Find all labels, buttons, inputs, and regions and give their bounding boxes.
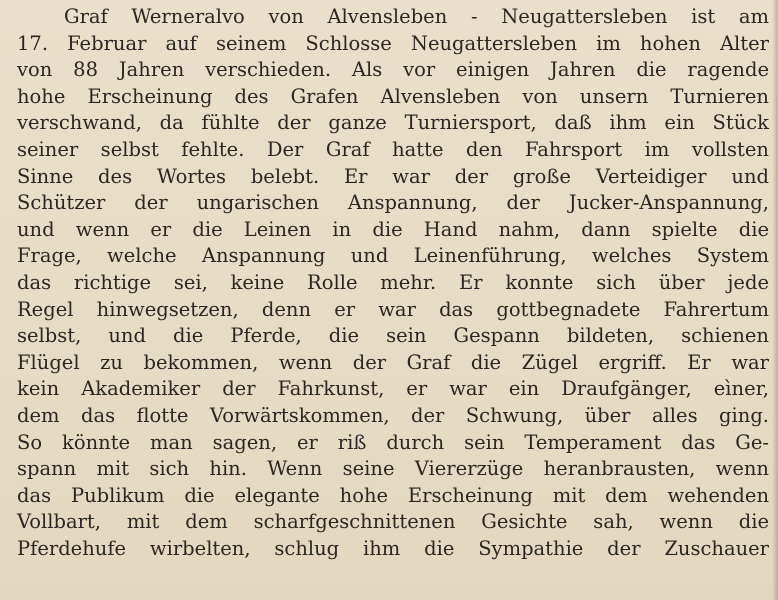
article-body <box>17 4 769 562</box>
text-line: Sinne des Wortes belebt. Er war der große Verteidiger und <box>17 164 769 188</box>
text-line: verschwand, da fühlte der ganze Turniersport, daß ihm ein Stück <box>17 111 769 135</box>
text-line: spann mit sich hin. Wenn seine Viererzüge heranbrausten, wenn <box>17 457 769 481</box>
text-line: 17. Februar auf seinem Schlosse Neugattersleben im hohen Alter <box>17 31 769 55</box>
text-line: So könnte man sagen, er riß durch sein Temperament das Ge- <box>17 430 769 454</box>
text-line: Pferdehufe wirbelten, schlug ihm die Sympathie der Zuschauer <box>17 536 769 560</box>
text-line: Frage, welche Anspannung und Leinenführung, welches System <box>17 244 769 268</box>
text-line: das Publikum die elegante hohe Erscheinung mit dem wehenden <box>17 483 769 507</box>
text-line: seiner selbst fehlte. Der Graf hatte den Fahrsport im vollsten <box>17 137 769 161</box>
page-edge-shadow <box>772 0 778 600</box>
text-line: Schützer der ungarischen Anspannung, der Jucker-Anspannung, <box>17 191 769 215</box>
text-line: Regel hinwegsetzen, denn er war das gottbegnadete Fahrertum <box>17 297 769 321</box>
text-line: hohe Erscheinung des Grafen Alvensleben von unsern Turnieren <box>17 84 769 108</box>
text-line: dem das flotte Vorwärtskommen, der Schwung, über alles ging. <box>17 403 769 427</box>
text-line: Graf Werneralvo von Alvensleben - Neugattersleben ist am <box>64 5 769 28</box>
text-line: selbst, und die Pferde, die sein Gespann bildeten, schienen <box>17 324 769 348</box>
text-line: das richtige sei, keine Rolle mehr. Er konnte sich über jede <box>17 270 769 294</box>
text-line: Vollbart, mit dem scharfgeschnittenen Gesichte sah, wenn die <box>17 510 769 534</box>
text-line: und wenn er die Leinen in die Hand nahm, dann spielte die <box>17 217 769 241</box>
text-line: Flügel zu bekommen, wenn der Graf die Zügel ergriff. Er war <box>17 350 769 374</box>
text-line: kein Akademiker der Fahrkunst, er war ein Draufgänger, eìner, <box>17 377 769 401</box>
text-line: von 88 Jahren verschieden. Als vor einigen Jahren die ragende <box>17 58 769 82</box>
